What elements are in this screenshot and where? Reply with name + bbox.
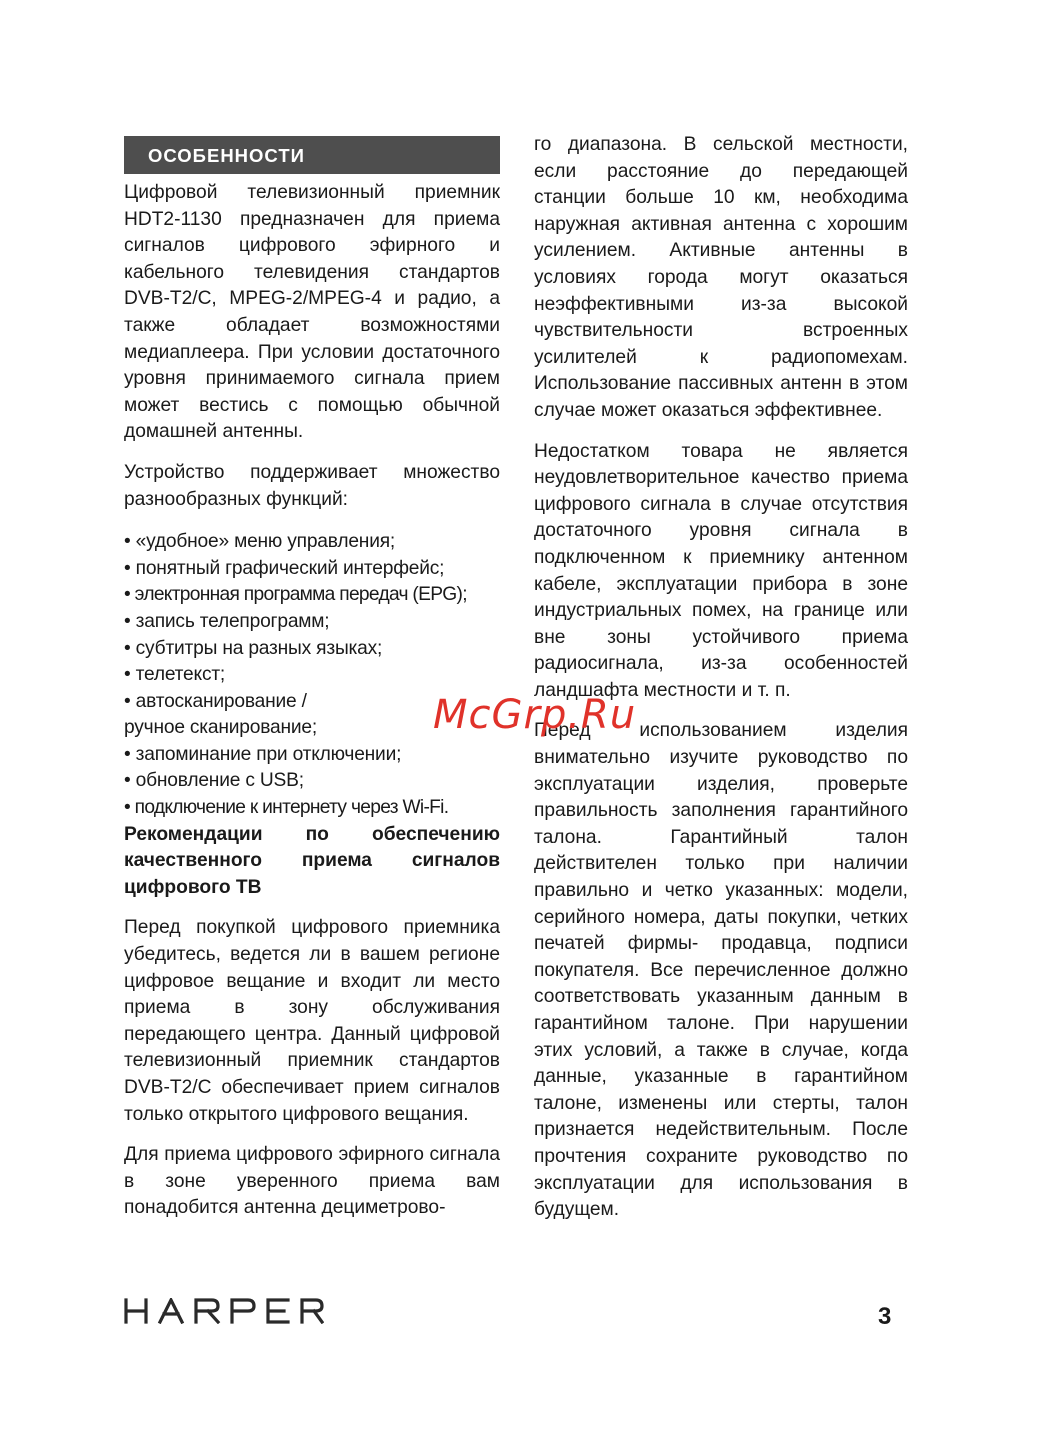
feature-item: • понятный графический интерфейс; [124, 557, 445, 579]
recommendations-paragraph-2-start: Для приема цифрового эфирного сигнала в зоне уверенного приема вам понадобится антенна дециметрово- [124, 1144, 500, 1219]
feature-item: • подключение к интернету через Wi-Fi. [124, 797, 449, 819]
intro-paragraph: Цифровой телевизионный приемник HDT2-1130 предназначен для приема сигналов цифрового эфирного и кабельного телевидения стандартов DVB-T2/C, MPEG-2/MPEG-4 и радио, а также обладает возможностями медиаплеера. При условии достаточного уровня принимаемого сигнала прием может вестись с помощью обычной домашней антенны. [124, 182, 500, 443]
feature-item: • запись телепрограмм; [124, 610, 330, 632]
page-number: 3 [878, 1303, 892, 1330]
feature-item: • электронная программа передач (EPG); [124, 584, 467, 606]
feature-item: • запоминание при отключении; [124, 743, 402, 765]
recommendations-heading: Рекомендации по обеспечению качественного приема сигналов цифрового ТВ [124, 823, 500, 898]
left-column [124, 136, 500, 1222]
defect-paragraph: Недостатком товара не является неудовлетворительное качество приема цифрового сигнала в случае отсутствия достаточного уровня сигнала в подключенном к приемнику антенном кабеле, эксплуатации прибора в зоне индустриальных помех, на границе или вне зоны устойчивого приема радиосигнала, из-за особенностей ландшафта местности и т. п. [534, 440, 908, 701]
feature-item: • субтитры на разных языках; [124, 637, 383, 659]
right-column [534, 132, 908, 1224]
watermark: McGrp.Ru [433, 692, 637, 738]
feature-item: • обновление с USB; [124, 770, 304, 792]
recommendations-paragraph-2-end: го диапазона. В сельской местности, если расстояние до передающей станции больше 10 км, необходима наружная активная антенна с хорошим усилением. Активные антенны в условиях города могут оказаться неэффективными из-за высокой чувствительности встроенных усилителей к радиопомехам. Использование пассивных антенн в этом случае может оказаться эффективнее. [534, 134, 908, 421]
harper-logo [124, 1298, 324, 1329]
manual-paragraph: Перед использованием изделия внимательно изучите руководство по эксплуатации изделия, проверьте правильность заполнения гарантийного талона. Гарантийный талон действителен только при наличии правильно и четко указанных: модели, серийного номера, даты покупки, четких печатей фирмы- продавца, подписи покупателя. Все перечисленное должно соответствовать указанным данным в гарантийном талоне. При нарушении этих условий, а также в случае, когда данные, указанные в гарантийном талоне, изменены или стерты, талон признается недействительным. После прочтения сохраните руководство по эксплуатации для использования в будущем. [534, 720, 908, 1221]
feature-item: • телетекст; [124, 664, 226, 686]
feature-item: • автосканирование / [124, 690, 307, 712]
feature-item: • «удобное» меню управления; [124, 531, 396, 553]
features-list [124, 529, 500, 822]
functions-intro: Устройство поддерживает множество разнообразных функций: [124, 461, 500, 510]
feature-item: ручное сканирование; [124, 717, 318, 739]
section-title: ОСОБЕННОСТИ [124, 136, 500, 174]
recommendations-paragraph-1: Перед покупкой цифрового приемника убедитесь, ведется ли в вашем регионе цифровое вещание и входит ли место приема в зону обслуживания передающего центра. Данный цифровой телевизионный приемник стандартов DVB-T2/C обеспечивает прием сигналов только открытого цифрового вещания. [124, 917, 500, 1125]
harper-logo-icon [124, 1298, 324, 1324]
